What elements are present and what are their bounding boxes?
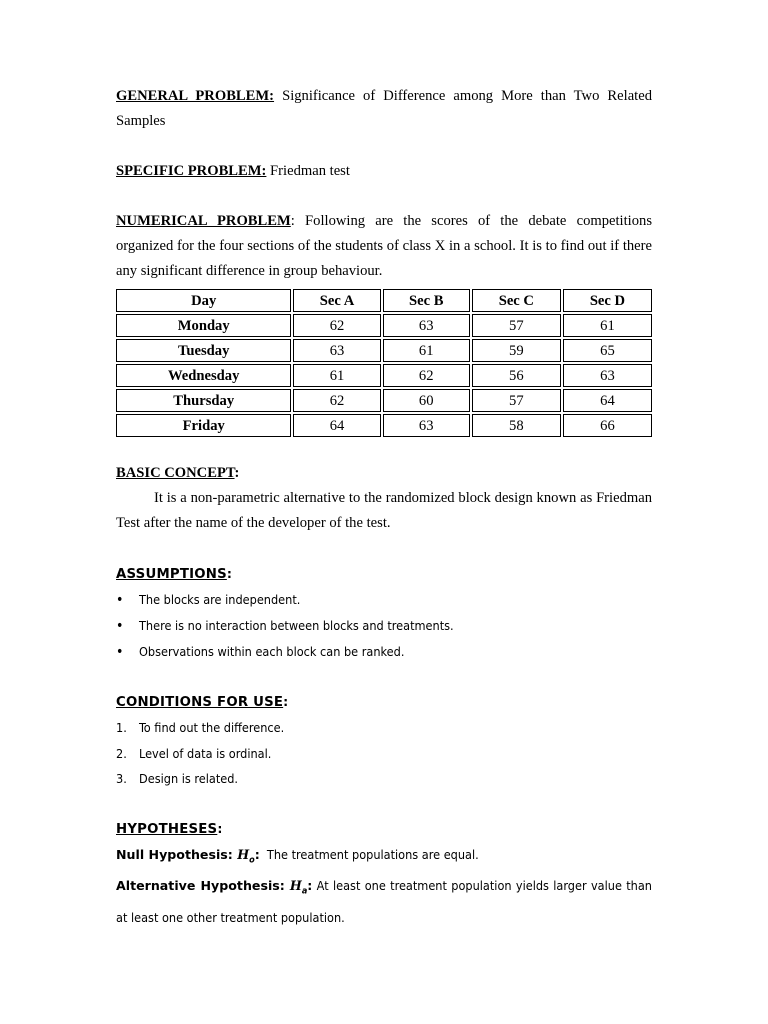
general-problem-text: Significance of Difference among More than Two Related Samples — [116, 88, 652, 129]
conditions-heading — [116, 689, 652, 715]
table-cell: 61 — [383, 339, 470, 362]
list-item-number: 1. — [116, 720, 127, 735]
basic-concept-label: BASIC CONCEPT — [116, 465, 235, 481]
alternative-hypothesis-subscript: a — [301, 886, 308, 897]
table-row — [116, 314, 652, 337]
table-cell: 59 — [472, 339, 561, 362]
list-item-text: Level of data is ordinal. — [139, 745, 272, 761]
table-cell-day: Friday — [116, 414, 291, 437]
basic-concept-text — [116, 486, 652, 536]
table-header-cell: Sec A — [293, 289, 380, 312]
table-row — [116, 414, 652, 437]
null-hypothesis-symbol: H — [237, 846, 250, 862]
alternative-hypothesis-text: At least one treatment population yields larger value than at least one other treatment population. — [116, 878, 652, 925]
conditions-list — [116, 715, 652, 792]
list-item-text: To find out the difference. — [139, 720, 285, 735]
list-item-text: Design is related. — [139, 771, 239, 786]
null-hypothesis-label: Null Hypothesis: — [116, 846, 238, 862]
table-cell: 60 — [383, 389, 470, 412]
table-cell: 57 — [472, 389, 561, 412]
table-cell: 64 — [293, 414, 380, 437]
numerical-problem-label: NUMERICAL PROBLEM — [116, 213, 291, 229]
table-cell: 58 — [472, 414, 561, 437]
alternative-hypothesis-symbol: H — [289, 878, 302, 894]
list-item-number: 3. — [116, 771, 127, 786]
table-cell: 57 — [472, 314, 561, 337]
basic-concept-body: It is a non-parametric alternative to the randomized block design known as Friedman Test after the name of the developer of the test. — [116, 490, 652, 531]
table-cell: 63 — [383, 314, 470, 337]
table-cell: 62 — [383, 364, 470, 387]
assumptions-label: ASSUMPTIONS — [116, 567, 227, 582]
assumptions-colon: : — [226, 566, 232, 581]
table-cell-day: Monday — [116, 314, 291, 337]
table-header-row — [116, 289, 652, 312]
table-cell: 66 — [563, 414, 652, 437]
table-cell-day: Thursday — [116, 389, 291, 412]
scores-table — [114, 287, 654, 439]
table-cell: 61 — [293, 364, 380, 387]
table-cell: 63 — [563, 364, 652, 387]
specific-problem — [116, 159, 652, 184]
hypotheses-label: HYPOTHESES — [116, 821, 218, 837]
null-hypothesis — [116, 842, 652, 874]
list-item: • Observations within each block can be ranked. — [116, 639, 652, 665]
table-header-cell: Sec D — [563, 289, 652, 312]
specific-problem-label: SPECIFIC PROBLEM: — [116, 163, 267, 179]
general-problem-label: GENERAL PROBLEM: — [116, 88, 275, 104]
table-row — [116, 339, 652, 362]
assumptions-list — [116, 587, 652, 665]
table-cell: 56 — [472, 364, 561, 387]
table-row — [116, 389, 652, 412]
basic-concept-colon: : — [234, 465, 240, 481]
table-header-cell: Sec C — [472, 289, 561, 312]
numerical-problem — [116, 209, 652, 284]
table-cell: 62 — [293, 314, 380, 337]
hypotheses-colon: : — [217, 820, 223, 836]
table-cell-day: Wednesday — [116, 364, 291, 387]
null-hypothesis-colon: : — [254, 846, 260, 862]
specific-problem-text: Friedman test — [266, 163, 350, 179]
table-cell: 61 — [563, 314, 652, 337]
alternative-hypothesis-colon: : — [307, 878, 313, 894]
null-hypothesis-text: The treatment populations are equal. — [259, 846, 479, 862]
table-header-cell: Day — [116, 289, 291, 312]
conditions-colon: : — [283, 694, 289, 709]
general-problem — [116, 84, 652, 134]
document-page — [116, 84, 652, 930]
list-item: • There is no interaction between blocks and treatments. — [116, 613, 652, 639]
list-item — [116, 741, 652, 767]
alternative-hypothesis-label: Alternative Hypothesis: — [116, 878, 290, 894]
null-hypothesis-subscript: o — [249, 855, 255, 866]
table-cell-day: Tuesday — [116, 339, 291, 362]
list-item — [116, 766, 652, 792]
list-item-number: 2. — [116, 745, 127, 761]
table-cell: 63 — [293, 339, 380, 362]
list-item — [116, 715, 652, 741]
basic-concept-heading — [116, 461, 652, 486]
table-cell: 65 — [563, 339, 652, 362]
hypotheses-heading — [116, 816, 652, 842]
table-cell: 63 — [383, 414, 470, 437]
assumptions-heading — [116, 561, 652, 587]
numerical-problem-text: : Following are the scores of the debate competitions organized for the four sections of the students of class X in a school. It is to find out if there any significant difference in group behaviour. — [116, 213, 652, 279]
table-row — [116, 364, 652, 387]
alternative-hypothesis — [116, 873, 652, 930]
table-cell: 62 — [293, 389, 380, 412]
table-header-cell: Sec B — [383, 289, 470, 312]
conditions-label: CONDITIONS FOR USE — [116, 695, 284, 710]
table-cell: 64 — [563, 389, 652, 412]
list-item: • The blocks are independent. — [116, 587, 652, 613]
